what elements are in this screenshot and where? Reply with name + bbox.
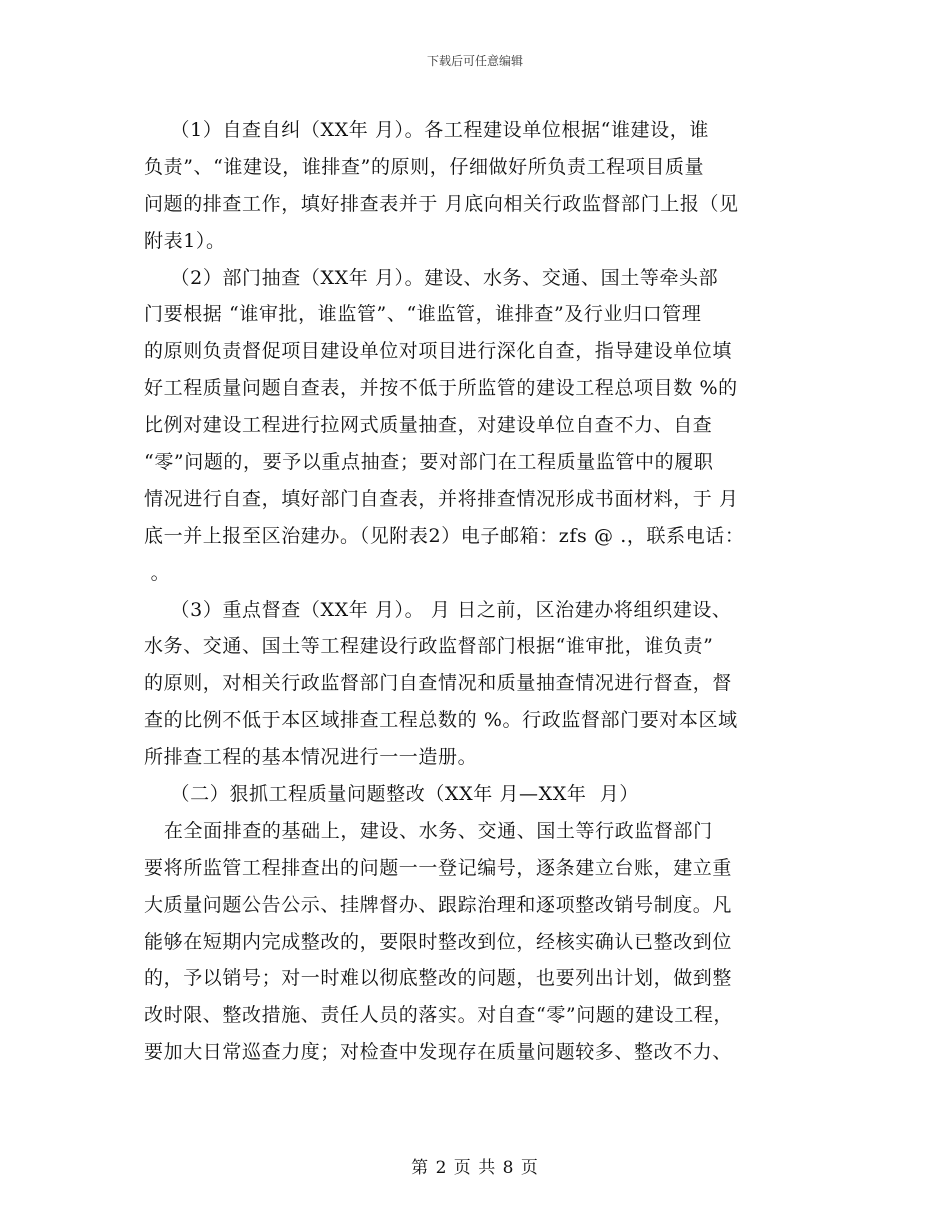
text-line: 好工程质量问题自查表，并按不低于所监管的建设工程总项目数 %的 [144, 377, 738, 400]
text-line: （2）部门抽查（XX年 月）。建设、水务、交通、国土等牵头部 [144, 266, 719, 289]
text-line: （3）重点督查（XX年 月）。 月 日之前，区治建办将组织建设、 [144, 598, 732, 621]
text-line: 问题的排查工作，填好排查表并于 月底向相关行政监督部门上报（见 [144, 192, 739, 215]
text-line: 能够在短期内完成整改的，要限时整改到位，经核实确认已整改到位 [144, 930, 733, 953]
text-line: 附表1）。 [144, 229, 226, 252]
text-line: 大质量问题公告公示、挂牌督办、跟踪治理和逐项整改销号制度。凡 [144, 893, 733, 916]
text-line: 负责”、“谁建设，谁排查”的原则，仔细做好所负责工程项目质量 [144, 155, 705, 178]
text-line: 查的比例不低于本区域排查工程总数的 %。行政监督部门要对本区域 [144, 709, 738, 732]
text-line: 。 [144, 561, 171, 584]
page-number: 第 2 页 共 8 页 [411, 1158, 539, 1178]
page-header: 下载后可任意编辑 [426, 54, 523, 68]
text-line: 的原则，对相关行政监督部门自查情况和质量抽查情况进行督查，督 [144, 672, 733, 695]
text-line: 水务、交通、国土等工程建设行政监督部门根据“谁审批，谁负责” [144, 635, 714, 658]
document-body [144, 112, 824, 1071]
text-line: （二）狠抓工程质量问题整改（XX年 月—XX年 月） [144, 783, 639, 806]
text-line: 改时限、整改措施、责任人员的落实。对自查“零”问题的建设工程， [144, 1004, 734, 1027]
text-line: 比例对建设工程进行拉网式质量抽查，对建设单位自查不力、自查 [144, 414, 713, 437]
text-line: 在全面排查的基础上，建设、水务、交通、国土等行政监督部门 [144, 819, 713, 842]
text-line: 所排查工程的基本情况进行一一造册。 [144, 746, 478, 769]
text-line: 的原则负责督促项目建设单位对项目进行深化自查，指导建设单位填 [144, 340, 733, 363]
text-line: 要加大日常巡查力度；对检查中发现存在质量问题较多、整改不力、 [144, 1041, 733, 1064]
text-line: 的，予以销号；对一时难以彻底整改的问题，也要列出计划，做到整 [144, 967, 733, 990]
text-line: 要将所监管工程排查出的问题一一登记编号，逐条建立台账，建立重 [144, 856, 733, 879]
text-line: 底一并上报至区治建办。（见附表2）电子邮箱：zfs @ .，联系电话： [144, 524, 745, 547]
text-line: 情况进行自查，填好部门自查表，并将排查情况形成书面材料，于 月 [144, 487, 739, 510]
text-line: 门要根据 “谁审批，谁监管”、“谁监管，谁排查”及行业归口管理 [144, 303, 702, 326]
text-line: “零”问题的，要予以重点抽查；要对部门在工程质量监管中的履职 [144, 451, 714, 474]
text-line: （1）自查自纠（XX年 月）。各工程建设单位根据“谁建设，谁 [144, 119, 709, 141]
